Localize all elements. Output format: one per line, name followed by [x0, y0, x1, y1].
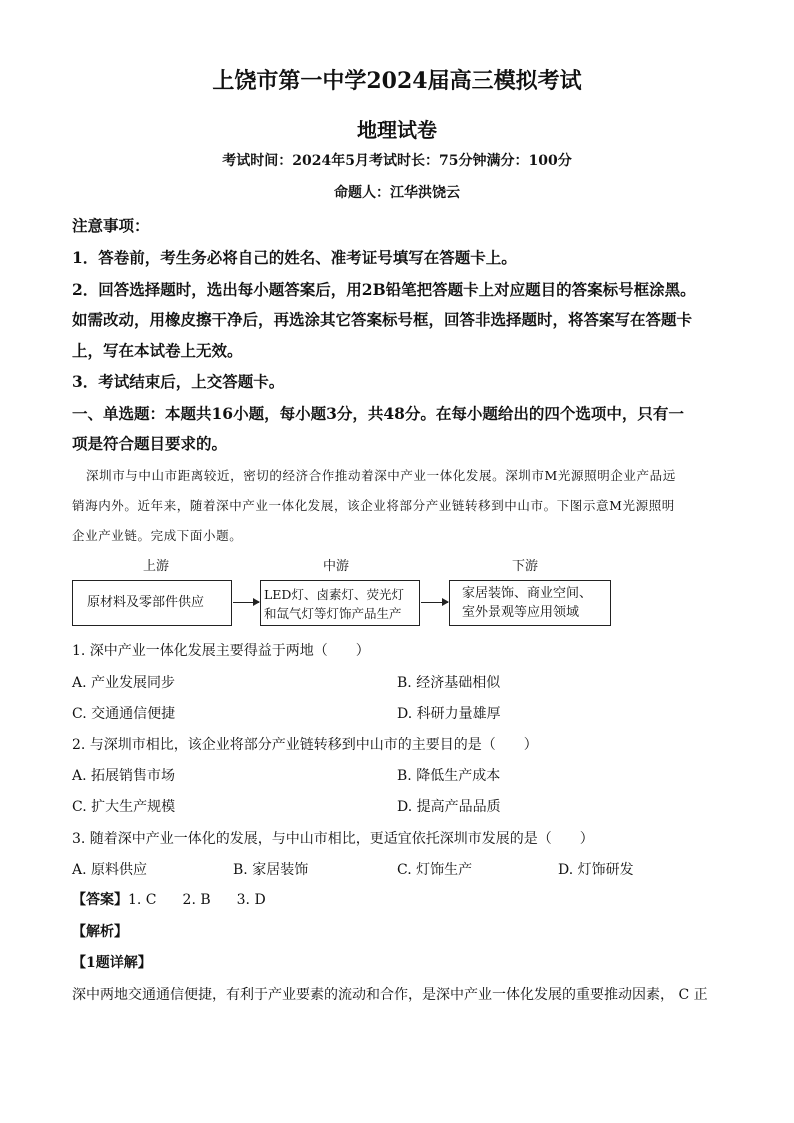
- subject-title: 地理试卷: [357, 118, 437, 142]
- analysis-tag: 【解析】: [72, 924, 128, 940]
- box-applications: [449, 580, 611, 626]
- material-line-2: 销海内外。近年来，随着深中产业一体化发展，该企业将部分产业链转移到中山市。下图示意M光源照明: [72, 498, 675, 513]
- notice-item-2-cont: 如需改动，用橡皮擦干净后，再选涂其它答案标号框，回答非选择题时，将答案写在答题卡: [72, 310, 693, 329]
- q2-option-a: A. 拓展销售市场: [72, 768, 176, 784]
- question-3-stem: 3. 随着深中产业一体化的发展，与中山市相比，更适宜依托深圳市发展的是（ ）: [72, 831, 594, 847]
- answer-3: 3. D: [236, 892, 266, 908]
- box-production: [260, 580, 420, 626]
- exam-info: 考试时间：2024年5月考试时长：75分钟满分：100分: [222, 153, 572, 169]
- label-upstream: 上游: [143, 559, 170, 574]
- box-applications-line1: 家居装饰、商业空间、: [462, 586, 593, 601]
- answer-2: 2. B: [182, 892, 211, 908]
- box-production-line1: LED灯、卤素灯、荧光灯: [264, 587, 404, 602]
- exam-title: 上饶市第一中学2024届高三模拟考试: [212, 68, 582, 94]
- box-production-line2: 和氙气灯等灯饰产品生产: [264, 606, 402, 621]
- notice-item-1: 1．答卷前，考生务必将自己的姓名、准考证号填写在答题卡上。: [72, 248, 517, 267]
- q2-option-d: D. 提高产品品质: [397, 799, 501, 815]
- material-line-3: 企业产业链。完成下面小题。: [72, 528, 243, 543]
- notice-item-2-end: 上，写在本试卷上无效。: [72, 341, 243, 360]
- box-raw-materials-text: 原材料及零部件供应: [87, 595, 205, 610]
- analysis-detail-tag: 【1题详解】: [72, 955, 152, 971]
- q1-option-b: B. 经济基础相似: [397, 675, 501, 691]
- question-2-stem: 2. 与深圳市相比，该企业将部分产业链转移到中山市的主要目的是（ ）: [72, 737, 538, 753]
- q3-option-c: C. 灯饰生产: [397, 862, 473, 878]
- answer-line: [72, 889, 266, 909]
- notice-item-3: 3．考试结束后，上交答题卡。: [72, 372, 285, 391]
- label-downstream: 下游: [512, 559, 539, 574]
- notice-item-2: 2．回答选择题时，选出每小题答案后，用2B铅笔把答题卡上对应题目的答案标号框涂黑。: [72, 280, 696, 299]
- answer-1: 1. C: [128, 892, 157, 908]
- notice-heading: 注意事项：: [72, 216, 150, 235]
- q3-option-d: D. 灯饰研发: [558, 862, 634, 878]
- arrow-1: [233, 602, 259, 603]
- q1-option-a: A. 产业发展同步: [72, 675, 176, 691]
- q2-option-c: C. 扩大生产规模: [72, 799, 176, 815]
- q1-option-c: C. 交通通信便捷: [72, 706, 176, 722]
- section-heading-line2: 项是符合题目要求的。: [72, 434, 228, 453]
- box-applications-line2: 室外景观等应用领域: [462, 605, 580, 620]
- answer-tag: 【答案】: [72, 892, 128, 908]
- q3-option-a: A. 原料供应: [72, 862, 148, 878]
- box-raw-materials: [72, 580, 232, 626]
- q3-option-b: B. 家居装饰: [233, 862, 309, 878]
- material-line-1: 深圳市与中山市距离较近，密切的经济合作推动着深中产业一体化发展。深圳市M光源照明企业产品远: [86, 468, 676, 483]
- author-line: 命题人：江华洪饶云: [334, 185, 460, 201]
- question-1-stem: 1. 深中产业一体化发展主要得益于两地（ ）: [72, 643, 370, 659]
- section-heading-line1: 一、单选题：本题共16小题，每小题3分，共48分。在每小题给出的四个选项中，只有一: [72, 404, 684, 423]
- q2-option-b: B. 降低生产成本: [397, 768, 501, 784]
- analysis-text: 深中两地交通通信便捷，有利于产业要素的流动和合作，是深中产业一体化发展的重要推动因素， C 正: [72, 987, 708, 1003]
- label-midstream: 中游: [323, 559, 350, 574]
- q1-option-d: D. 科研力量雄厚: [397, 706, 501, 722]
- arrow-2: [421, 602, 448, 603]
